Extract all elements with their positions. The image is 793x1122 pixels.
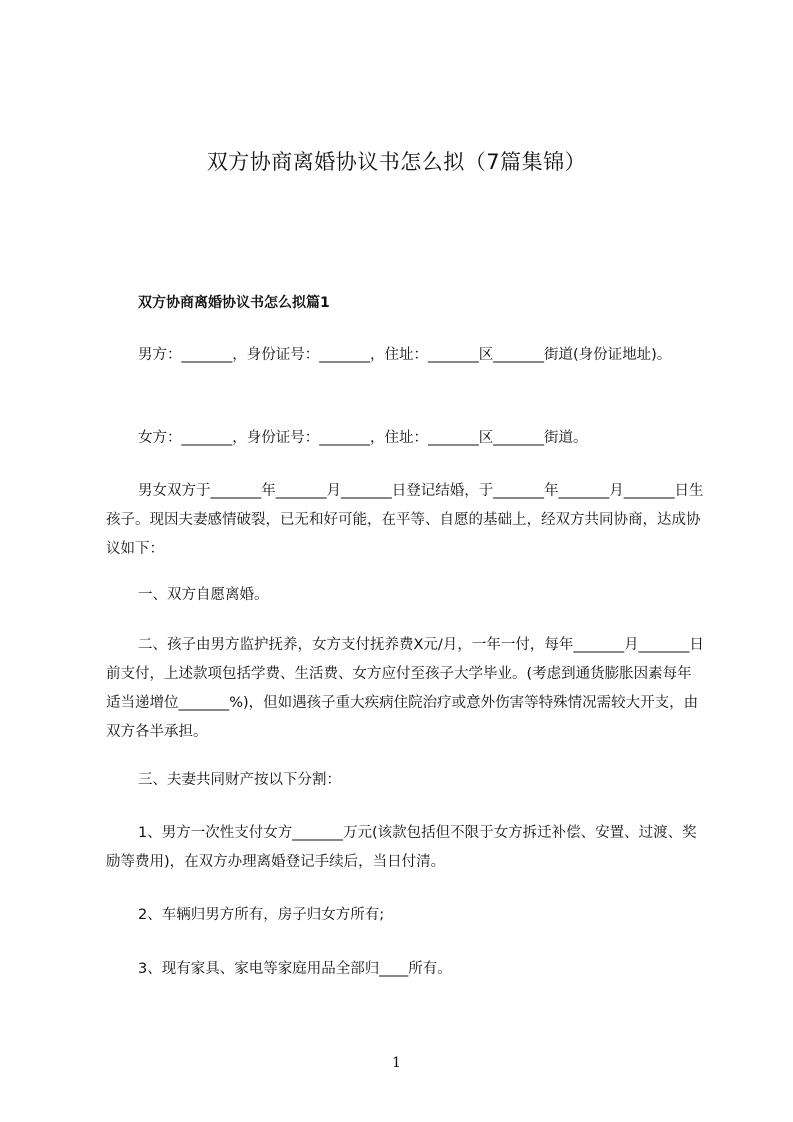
paragraph-clause-property: 三、夫妻共同财产按以下分割： <box>138 772 341 788</box>
paragraph-property-item-1: 1、男方一次性支付女方_______万元(该款包括但不限于女方拆迁补偿、安置、过渡、奖励等费用)，在双方办理离婚登记手续后，当日付清。 <box>106 825 697 870</box>
paragraph-male-party: 男方：_______，身份证号：_______，住址：_______区_______街道(身份证地址)。 <box>138 347 672 363</box>
paragraph-property-item-2: 2、车辆归男方所有，房子归女方所有; <box>138 907 385 923</box>
paragraph-female-party: 女方：_______，身份证号：_______，住址：_______区_______街道。 <box>138 430 588 446</box>
page-number: 1 <box>392 1055 401 1071</box>
paragraph-clause-divorce: 一、双方自愿离婚。 <box>138 587 269 603</box>
paragraph-clause-custody: 二、孩子由男方监护抚养，女方支付抚养费X元/月，一年一付，每年_______月_______日前支付，上述款项包括学费、生活费、女方应付至孩子大学毕业。(考虑到通货膨胀因素每年适当递增位_______%)，但如遇孩子重大疾病住院治疗或意外伤害等特殊情况需较大开支，由双方各半承担。 <box>106 637 704 740</box>
document-title: 双方协商离婚协议书怎么拟（7篇集锦） <box>206 150 587 174</box>
paragraph-property-item-3: 3、现有家具、家电等家庭用品全部归____所有。 <box>138 961 452 977</box>
section-heading: 双方协商离婚协议书怎么拟篇1 <box>138 295 330 311</box>
paragraph-marriage-info: 男女双方于_______年_______月_______日登记结婚，于_______年_______月_______日生孩子。现因夫妻感情破裂，已无和好可能，在平等、自愿的基础上，经双方共同协商，达成协议如下： <box>106 483 704 557</box>
